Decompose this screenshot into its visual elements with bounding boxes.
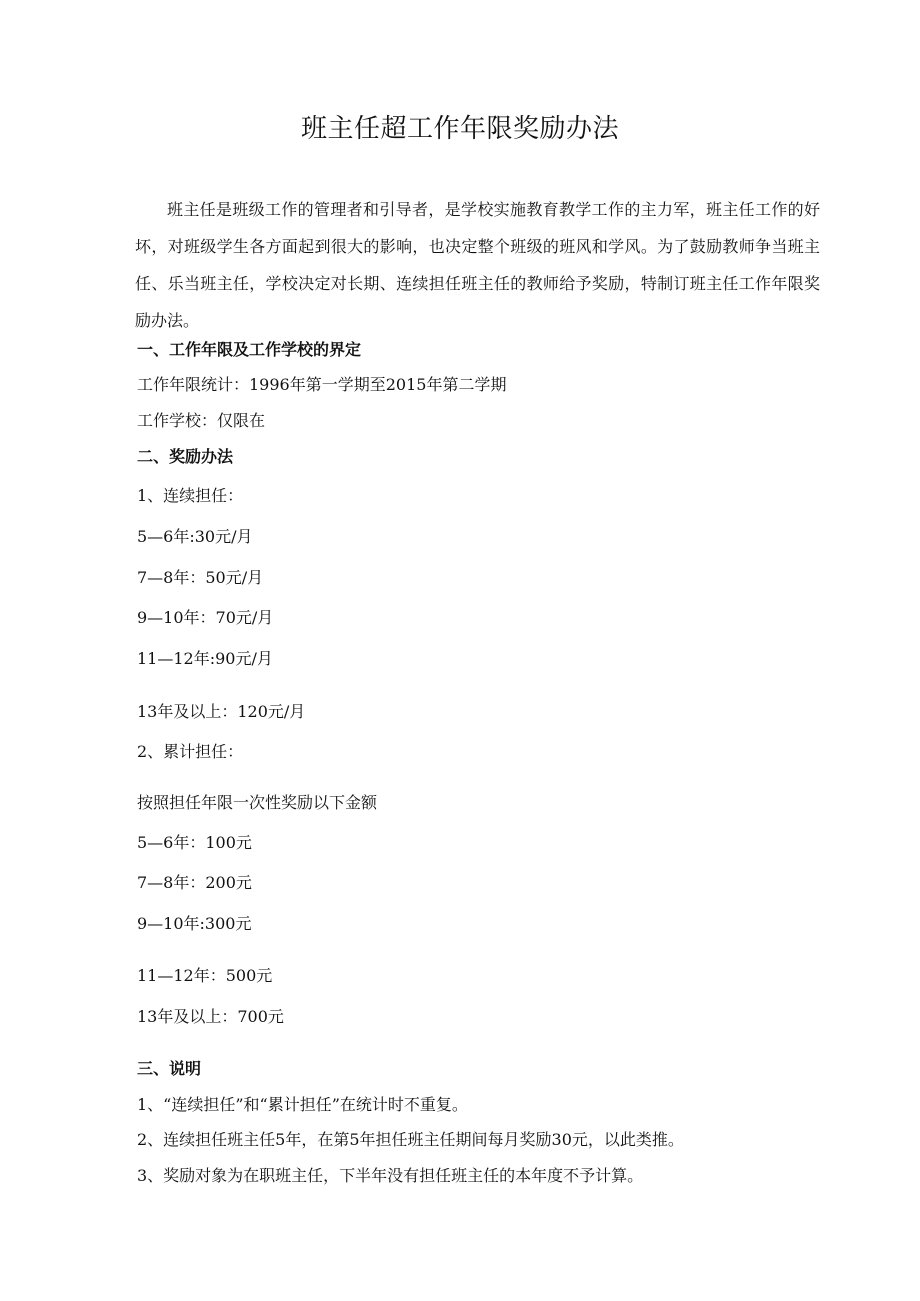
school-line: 工作学校：仅限在 bbox=[137, 411, 266, 430]
cumulative-item: 7—8年：200元 bbox=[137, 873, 252, 892]
continuous-label: 1、连续担任： bbox=[137, 486, 244, 505]
note-line: 1、“连续担任”和“累计担任”在统计时不重复。 bbox=[137, 1095, 468, 1114]
continuous-item: 5—6年:30元/月 bbox=[137, 527, 253, 546]
cumulative-item: 11—12年：500元 bbox=[137, 966, 273, 985]
stat-period-line: 工作年限统计：1996年第一学期至2015年第二学期 bbox=[137, 375, 507, 394]
cumulative-item: 9—10年:300元 bbox=[137, 914, 252, 933]
cumulative-note: 按照担任年限一次性奖励以下金额 bbox=[137, 793, 378, 812]
continuous-item: 11—12年:90元/月 bbox=[137, 649, 273, 668]
continuous-item: 9—10年：70元/月 bbox=[137, 608, 274, 627]
section-1-heading: 一、工作年限及工作学校的界定 bbox=[137, 340, 362, 359]
document-title: 班主任超工作年限奖励办法 bbox=[300, 114, 619, 144]
note-line: 2、连续担任班主任5年，在第5年担任班主任期间每月奖励30元，以此类推。 bbox=[137, 1130, 684, 1149]
continuous-item: 7—8年：50元/月 bbox=[137, 568, 264, 587]
section-2-heading: 二、奖励办法 bbox=[137, 447, 234, 466]
cumulative-item: 5—6年：100元 bbox=[137, 833, 252, 852]
section-3-heading: 三、说明 bbox=[137, 1059, 202, 1078]
cumulative-item: 13年及以上：700元 bbox=[137, 1007, 284, 1026]
cumulative-label: 2、累计担任： bbox=[137, 742, 244, 761]
intro-paragraph: 班主任是班级工作的管理者和引导者，是学校实施教育教学工作的主力军，班主任工作的好坏，对班级学生各方面起到很大的影响，也决定整个班级的班风和学风。为了鼓励教师争当班主任、乐当班主任，学校决定对长期、连续担任班主任的教师给予奖励，特制订班主任工作年限奖励办法。 bbox=[135, 200, 820, 330]
note-line: 3、奖励对象为在职班主任，下半年没有担任班主任的本年度不予计算。 bbox=[137, 1166, 644, 1185]
continuous-item: 13年及以上：120元/月 bbox=[137, 702, 306, 721]
